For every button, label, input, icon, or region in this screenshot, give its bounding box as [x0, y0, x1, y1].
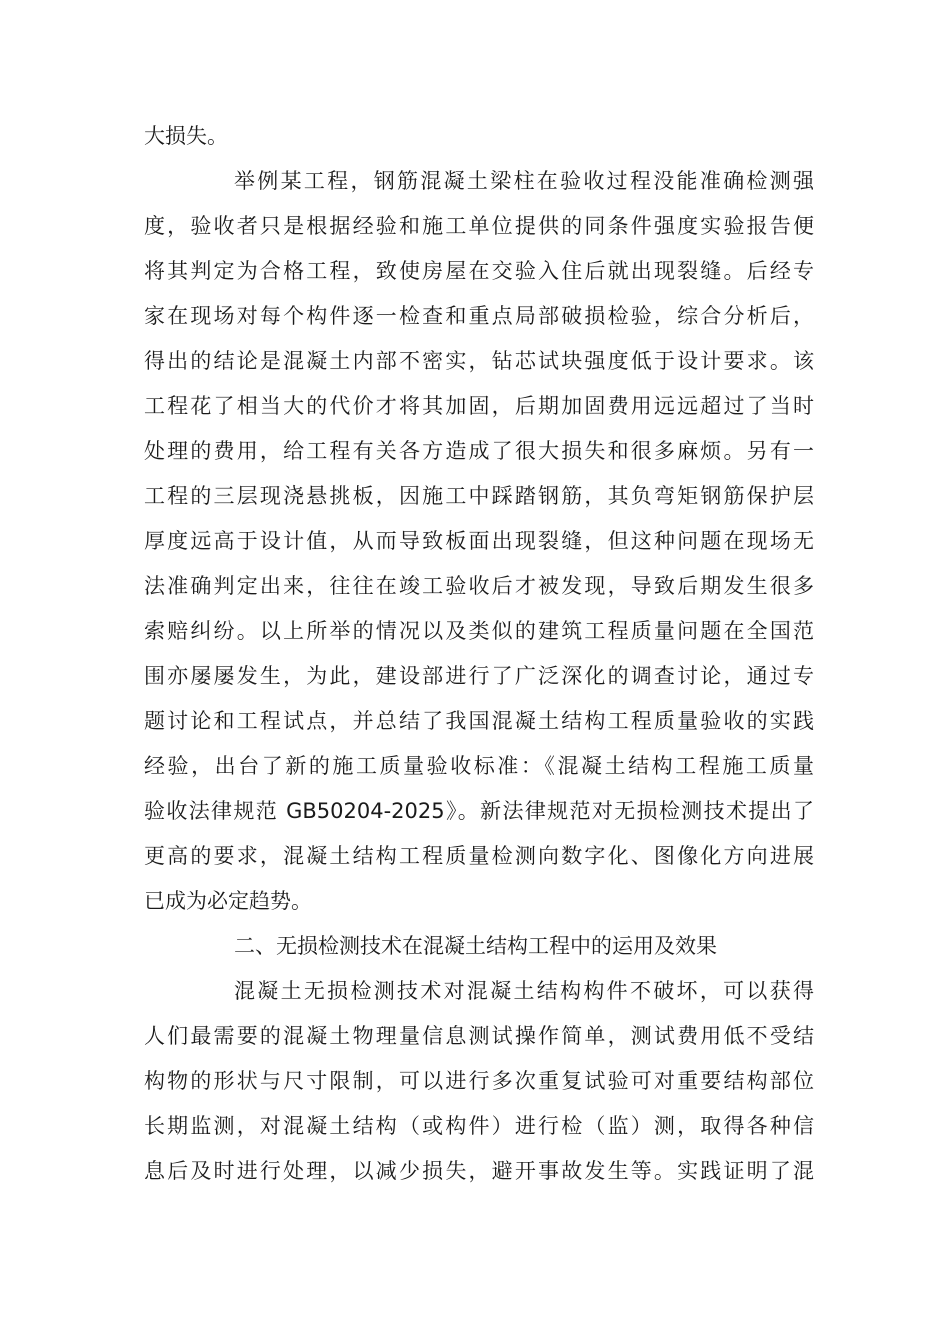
- text-line: 息后及时进行处理，以减少损失，避开事故发生等。实践证明了混: [144, 1159, 814, 1183]
- text-line: 大损失。: [144, 124, 228, 148]
- text-line: 将其判定为合格工程，致使房屋在交验入住后就出现裂缝。后经专: [144, 259, 814, 283]
- text-line: 处理的费用，给工程有关各方造成了很大损失和很多麻烦。另有一: [144, 439, 814, 463]
- text-line: 得出的结论是混凝土内部不密实，钻芯试块强度低于设计要求。该: [144, 349, 814, 373]
- text-line: 构物的形状与尺寸限制，可以进行多次重复试验可对重要结构部位: [144, 1069, 814, 1093]
- text-line: 家在现场对每个构件逐一检查和重点局部破损检验，综合分析后，: [144, 304, 814, 328]
- text-line: 举例某工程，钢筋混凝土梁柱在验收过程没能准确检测强: [234, 169, 814, 193]
- text-line: 长期监测，对混凝土结构（或构件）进行检（监）测，取得各种信: [144, 1114, 814, 1138]
- section-heading: 二、无损检测技术在混凝土结构工程中的运用及效果: [234, 934, 717, 958]
- text-line: 验收法律规范 GB50204-2025》。新法律规范对无损检测技术提出了: [144, 799, 814, 823]
- text-line: 题讨论和工程试点，并总结了我国混凝土结构工程质量验收的实践: [144, 709, 814, 733]
- text-line: 人们最需要的混凝土物理量信息测试操作简单，测试费用低不受结: [144, 1024, 814, 1048]
- text-line: 已成为必定趋势。: [144, 889, 312, 913]
- text-line: 工程花了相当大的代价才将其加固，后期加固费用远远超过了当时: [144, 394, 814, 418]
- text-line: 经验，出台了新的施工质量验收标准：《混凝土结构工程施工质量: [144, 754, 814, 778]
- text-line: 厚度远高于设计值，从而导致板面出现裂缝，但这种问题在现场无: [144, 529, 814, 553]
- text-line: 更高的要求，混凝土结构工程质量检测向数字化、图像化方向进展: [144, 844, 814, 868]
- text-line: 围亦屡屡发生，为此，建设部进行了广泛深化的调查讨论，通过专: [144, 664, 814, 688]
- text-line: 度，验收者只是根据经验和施工单位提供的同条件强度实验报告便: [144, 214, 814, 238]
- text-line: 法准确判定出来，往往在竣工验收后才被发现，导致后期发生很多: [144, 574, 814, 598]
- text-line: 混凝土无损检测技术对混凝土结构构件不破坏，可以获得: [234, 979, 814, 1003]
- text-line: 索赔纠纷。以上所举的情况以及类似的建筑工程质量问题在全国范: [144, 619, 814, 643]
- text-line: 工程的三层现浇悬挑板，因施工中踩踏钢筋，其负弯矩钢筋保护层: [144, 484, 814, 508]
